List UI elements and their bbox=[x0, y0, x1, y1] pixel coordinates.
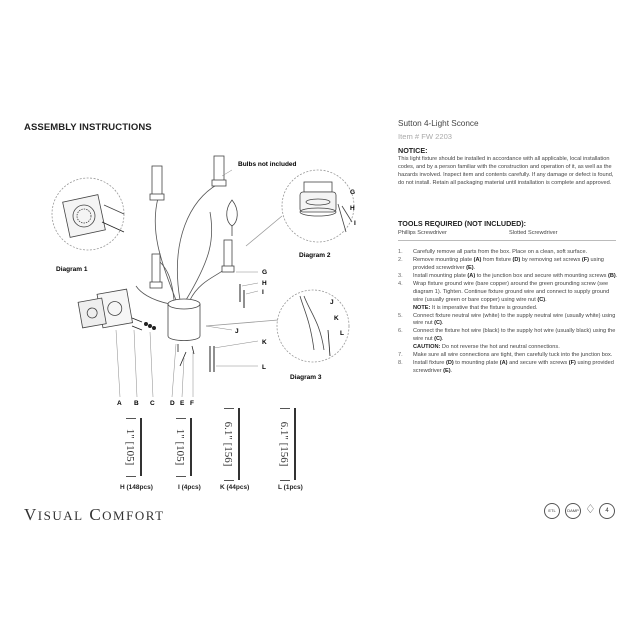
step-text: Make sure all wire connections are tight, then carefully tuck into the junction box. bbox=[413, 352, 613, 359]
part-measurement: 6.1" [156] bbox=[278, 421, 290, 467]
part-rod bbox=[294, 408, 296, 480]
bulbs-label: Bulbs not included bbox=[238, 161, 297, 168]
letter-h: H bbox=[262, 280, 267, 287]
step-text: Carefully remove all parts from the box. Place on a clean, soft surface. bbox=[413, 249, 588, 255]
step-note-label: CAUTION: bbox=[413, 344, 441, 351]
bulb-outline-icon: ♢ bbox=[585, 502, 596, 516]
step-number: 2. bbox=[398, 256, 403, 263]
letter-a: A bbox=[117, 400, 122, 407]
step-number: 8. bbox=[398, 360, 403, 367]
instruction-step bbox=[398, 257, 618, 273]
letter-l: L bbox=[262, 364, 266, 371]
tool-item: Slotted Screwdriver bbox=[509, 230, 558, 236]
instruction-step bbox=[398, 352, 618, 360]
item-number: Item # FW 2203 bbox=[398, 132, 453, 141]
hardware bbox=[132, 318, 194, 366]
divider bbox=[398, 240, 616, 241]
dimension-tick bbox=[176, 476, 186, 477]
letter-f: F bbox=[190, 400, 194, 407]
step-note-label: NOTE: bbox=[413, 304, 431, 311]
step-note-text: It is imperative that the fixture is grounded. bbox=[431, 304, 538, 311]
letter-g: G bbox=[262, 269, 268, 276]
step-note-text: Do not reverse the hot and neutral connections. bbox=[441, 344, 560, 351]
dimension-tick bbox=[176, 418, 186, 419]
candle-sockets bbox=[150, 156, 234, 288]
step-text: Connect fixture neutral wire (white) to the supply neutral wire (usually white) using wire nut (C). bbox=[413, 312, 616, 327]
step-text: Wrap fixture ground wire (bare copper) around the green grounding screw (see diagram 1). Tighten. Continue fixture ground wire and connect to supply ground wire (usually green or bare copper) using wire nut (C). bbox=[413, 280, 610, 303]
diagram2-label: Diagram 2 bbox=[299, 252, 331, 259]
sconce-arms bbox=[136, 184, 226, 304]
bulb bbox=[227, 200, 238, 226]
damp-rated-icon: DAMP bbox=[565, 503, 581, 519]
diagram1-label: Diagram 1 bbox=[56, 266, 88, 273]
part-rod bbox=[238, 408, 240, 480]
dimension-tick bbox=[224, 408, 234, 409]
d2-letter-i: I bbox=[354, 220, 356, 227]
canopy bbox=[168, 299, 200, 341]
d3-letter-j: J bbox=[330, 299, 334, 306]
step-number: 3. bbox=[398, 272, 403, 279]
junction-box bbox=[78, 298, 106, 328]
step-number: 7. bbox=[398, 352, 403, 359]
part-rod bbox=[190, 418, 192, 476]
d3-letter-k: K bbox=[334, 315, 339, 322]
diagram1-detail bbox=[63, 195, 124, 238]
d2-letter-g: G bbox=[350, 189, 356, 196]
part-measurement: 6.1" [156] bbox=[222, 421, 234, 467]
dimension-tick bbox=[280, 408, 290, 409]
part-label: I (4pcs) bbox=[178, 484, 201, 491]
step-number: 4. bbox=[398, 280, 403, 287]
diagram2-detail bbox=[246, 182, 352, 246]
letter-e: E bbox=[180, 400, 185, 407]
step-number: 6. bbox=[398, 328, 403, 335]
letter-j: J bbox=[235, 328, 239, 335]
letter-d: D bbox=[170, 400, 175, 407]
part-measurement: 1" [105] bbox=[124, 428, 136, 466]
part-label: L (1pcs) bbox=[278, 484, 303, 491]
brand-logo: VISUAL COMFORT bbox=[24, 505, 165, 524]
dimension-tick bbox=[126, 476, 136, 477]
part-rod bbox=[140, 418, 142, 476]
d3-letter-l: L bbox=[340, 330, 344, 337]
step-number: 5. bbox=[398, 312, 403, 319]
page-heading: ASSEMBLY INSTRUCTIONS bbox=[24, 122, 152, 133]
part-measurement: 1" [105] bbox=[174, 428, 186, 466]
bulb-count-icon: 4 bbox=[599, 503, 615, 519]
step-text: Remove mounting plate (A) from fixture (D) by removing set screws (F) using provided screwdriver (E). bbox=[413, 256, 604, 271]
notice-heading: NOTICE: bbox=[398, 146, 428, 155]
dimension-tick bbox=[224, 480, 234, 481]
letter-c: C bbox=[150, 400, 155, 407]
step-note bbox=[413, 305, 618, 313]
part-label: H (148pcs) bbox=[120, 484, 153, 491]
instruction-steps bbox=[398, 249, 618, 376]
etl-icon: ETL bbox=[544, 503, 560, 519]
tool-item: Phillips Screwdriver bbox=[398, 230, 447, 236]
diagram3-detail bbox=[206, 296, 330, 356]
instruction-step bbox=[398, 313, 618, 329]
letter-k: K bbox=[262, 339, 267, 346]
part-label: K (44pcs) bbox=[220, 484, 250, 491]
assembly-diagram bbox=[0, 140, 390, 500]
rods bbox=[210, 284, 244, 372]
tools-heading: TOOLS REQUIRED (NOT INCLUDED): bbox=[398, 219, 527, 228]
instruction-step bbox=[398, 273, 618, 281]
step-text: Connect the fixture hot wire (black) to the supply hot wire (usually black) using the wire nut (C). bbox=[413, 328, 616, 343]
step-number: 1. bbox=[398, 249, 403, 255]
instruction-step bbox=[398, 281, 618, 313]
leader-lines bbox=[116, 170, 258, 397]
d2-letter-h: H bbox=[350, 205, 355, 212]
notice-body: This light fixture should be installed in accordance with all applicable, local installation codes, and by a person familiar with the construction and operation of it, as well as the hazards involved. Inspect item and contents carefully. If any damage or defect is found, do not install. Retain all packaging material until installation is complete and approved. bbox=[398, 156, 614, 186]
instruction-step bbox=[398, 328, 618, 352]
letter-b: B bbox=[134, 400, 139, 407]
product-title: Sutton 4-Light Sconce bbox=[398, 119, 479, 128]
diagram3-label: Diagram 3 bbox=[290, 374, 322, 381]
letter-i: I bbox=[262, 289, 264, 296]
step-text: Install mounting plate (A) to the junction box and secure with mounting screws (B). bbox=[413, 272, 618, 279]
dimension-tick bbox=[280, 480, 290, 481]
instruction-step bbox=[398, 249, 618, 257]
diagram3-circle bbox=[277, 290, 349, 362]
instruction-step bbox=[398, 360, 618, 376]
dimension-tick bbox=[126, 418, 136, 419]
step-note bbox=[413, 344, 618, 352]
step-text: Install fixture (D) to mounting plate (A) and secure with screws (F) using provided screwdriver (E). bbox=[413, 360, 614, 375]
